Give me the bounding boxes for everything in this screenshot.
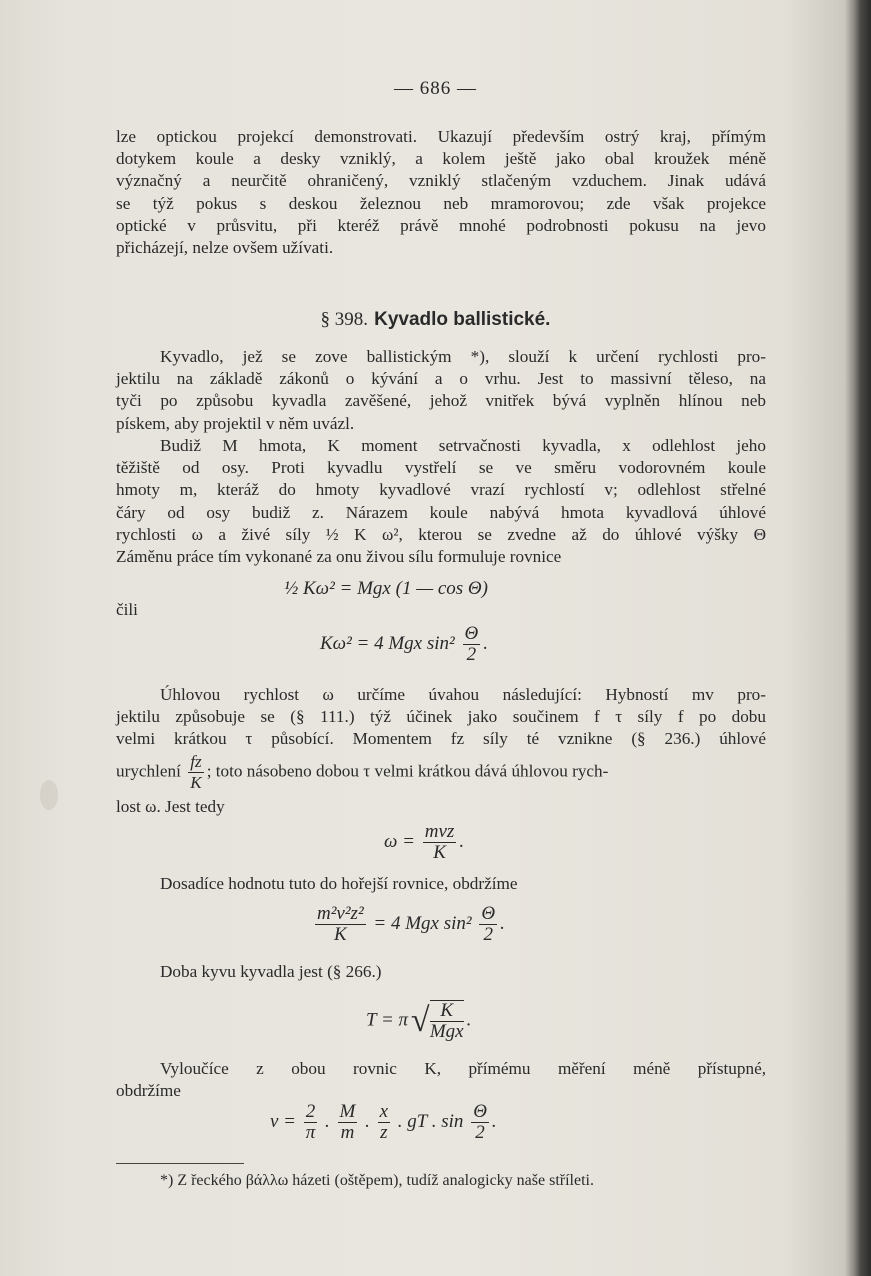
eq6-denominator-2: m (340, 1122, 355, 1143)
text-line: těžiště od osy. Proti kyvadlu vystřelí se ve směru vodorovném koule (116, 458, 766, 478)
paragraph-4 (116, 684, 766, 751)
eq6-fraction-4 (471, 1102, 489, 1143)
text-line: Úhlovou rychlost ω určíme úvahou následující: Hybností mv pro- (160, 685, 766, 704)
eq6-middle: . gT . sin (397, 1110, 464, 1132)
equation-1: ½ Kω² = Mgx (1 — cos Θ) (284, 578, 488, 599)
eq6-fraction-1 (304, 1102, 318, 1143)
equation-6: v = $\frac{2}{\pi}$ . $\frac{M}{m}$ . $\frac{x}{z}$ . gT . sin $\frac{\Theta}{2}$ . (270, 1101, 497, 1143)
footnote: *) Z řeckého βάλλω házeti (oštěpem), tudíž analogicky naše stříleti. (160, 1172, 594, 1189)
eq6-lhs: v = (270, 1110, 297, 1132)
text-line: Budiž M hmota, K moment setrvačnosti kyvadla, x odlehlost jeho (160, 436, 766, 455)
fz-fraction (188, 752, 203, 793)
eq6-fraction-2 (338, 1102, 358, 1143)
text-line: přicházejí, nelze ovšem užívati. (116, 237, 334, 257)
eq4-middle: = 4 Mgx sin² (373, 912, 472, 934)
text-line: hmoty m, kteráž do hmoty kyvadlové vrazí rychlostí v; odlehlost střelné (116, 480, 766, 500)
text-line: obdržíme (116, 1081, 181, 1101)
text-line: se týž pokus s deskou železnou neb mramorovou; zde však projekce (116, 193, 766, 213)
section-number: § 398. (320, 309, 369, 330)
eq4-numerator-2: Θ (481, 903, 496, 924)
section-heading (0, 308, 871, 331)
eq6-numerator-2: M (339, 1101, 356, 1122)
eq5-fraction (430, 1000, 464, 1042)
sqrt-symbol (413, 1000, 467, 1042)
text-line: jektilu způsobuje se (§ 111.) týž účinek jako součinem f τ síly f po dobu (116, 707, 766, 727)
eq5-lhs: T = π (366, 1009, 409, 1031)
eq3-denominator: K (433, 842, 446, 863)
text-line: dotykem koule a desky vzniklý, a kolem ještě jako obal kroužek méně (116, 149, 766, 169)
equation-2: Kω² = 4 Mgx sin² $\frac{\Theta}{2}$ . (320, 623, 488, 665)
book-edge (845, 0, 871, 1276)
eq4-denominator-1: K (333, 924, 347, 945)
eq6-numerator-3: x (379, 1101, 389, 1122)
equation-4: $\frac{\text{m²v²z²}}{K}$ = 4 Mgx sin² $\frac{\Theta}{2}$ . (317, 903, 505, 945)
footnote-rule (116, 1163, 244, 1164)
text-line: velmi krátkou τ působící. Momentem fz síly té vznikne (§ 236.) úhlové (116, 729, 766, 749)
text-line: rychlosti ω a živé síly ½ K ω², kterou se zvedne až do úhlové výšky Θ (116, 524, 766, 544)
eq2-numerator: Θ (464, 623, 479, 644)
eq4-denominator-2: 2 (483, 924, 493, 945)
eq2-denominator: 2 (466, 644, 477, 665)
paragraph-3 (116, 435, 766, 568)
paragraph-4c: lost ω. Jest tedy (116, 797, 225, 816)
eq6-numerator-4: Θ (473, 1101, 487, 1122)
paper-stain (40, 780, 58, 810)
text-line: čáry od osy budiž z. Nárazem koule nabývá hmota kyvadlová úhlové (116, 502, 766, 522)
eq4-fraction-1 (315, 904, 366, 945)
text-line: Vyloučíce z obou rovnic K, přímému měření méně přístupné, (160, 1059, 766, 1078)
eq2-fraction (463, 624, 481, 665)
text-urychleni: urychlení (116, 761, 181, 781)
eq4-numerator-1: m²v²z² (317, 903, 364, 924)
text-line: tyči po způsobu kyvadla zavěšené, jehož vnitřek bývá vyplněn hlínou neb (116, 391, 766, 411)
paragraph-7 (116, 1058, 766, 1102)
text-line: Kyvadlo, jež se zove ballistickým *), slouží k určení rychlosti pro- (160, 347, 766, 366)
page-number: — 686 — (394, 78, 477, 99)
eq6-denominator-1: π (305, 1122, 316, 1143)
fz-numerator: fz (190, 752, 202, 771)
eq6-denominator-4: 2 (475, 1122, 485, 1143)
text-line: lze optickou projekcí demonstrovati. Ukazují především ostrý kraj, přímým (116, 127, 766, 146)
fz-denominator: K (190, 773, 202, 792)
text-line: optické v průsvitu, při kteréž právě mnohé podrobnosti pokusu na jevo (116, 215, 766, 235)
eq3-numerator: mvz (424, 821, 455, 842)
paragraph-2 (116, 346, 766, 435)
eq6-fraction-3 (378, 1102, 390, 1143)
eq5-numerator: √ K (430, 1001, 464, 1022)
section-title: Kyvadlo ballistické. (374, 309, 551, 330)
text-line: význačný a neurčitě ohraničený, vzniklý stlačeným vzduchem. Jinak udává (116, 171, 766, 191)
eq3-lhs: ω = (384, 830, 415, 852)
text-line: pískem, aby projektil v něm uvázl. (116, 413, 355, 433)
paragraph-5: Dosadíce hodnotu tuto do hořejší rovnice, obdržíme (160, 874, 518, 893)
text-line: Záměnu práce tím vykonané za onu živou sílu formuluje rovnice (116, 546, 562, 566)
eq6-numerator-1: 2 (305, 1101, 316, 1122)
eq4-fraction-2 (479, 904, 497, 945)
paragraph-6: Doba kyvu kyvadla jest (§ 266.) (160, 962, 382, 981)
text-line: jektilu na základě zákonů o kývání a o vrhu. Jest to massivní těleso, na (116, 369, 766, 389)
eq5-denominator: Mgx (429, 1021, 464, 1042)
paragraph-4b (116, 752, 766, 793)
eq6-denominator-3: z (380, 1122, 388, 1143)
equation-5: T = π √ $\frac{K}{\text{Mgx}}$ . (366, 1000, 471, 1042)
paragraph-1 (116, 126, 766, 259)
word-cili: čili (116, 600, 138, 619)
text-continuation: ; toto násobeno dobou τ velmi krátkou dává úhlovou rych- (206, 761, 609, 781)
eq3-fraction (423, 822, 457, 863)
eq2-lhs: Kω² = 4 Mgx sin² (320, 632, 455, 654)
equation-3: ω = $\frac{\text{mvz}}{K}$ . (384, 821, 465, 863)
